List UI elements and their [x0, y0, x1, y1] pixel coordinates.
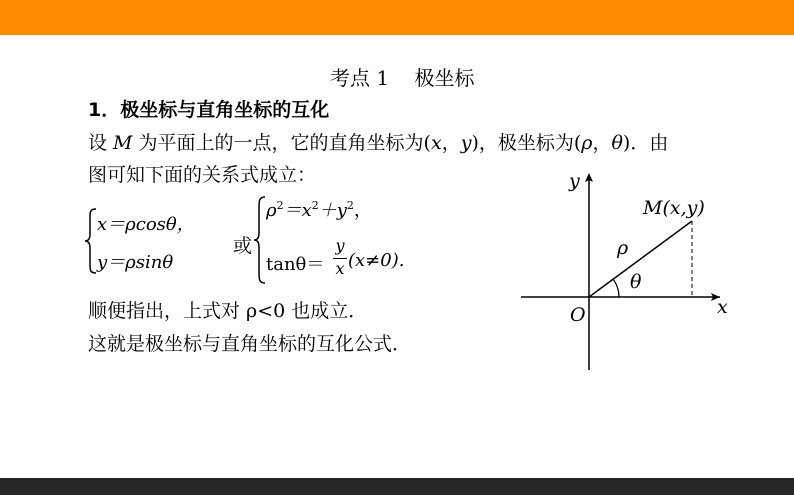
equation-x: x＝ρcosθ，	[97, 214, 195, 235]
equation-tan-prefix: tanθ＝	[266, 254, 325, 275]
equation-rho-squared	[266, 196, 372, 222]
rho-symbol: ρ	[581, 132, 593, 154]
exponent: 2	[346, 199, 354, 212]
text-segment: ，	[441, 132, 461, 154]
or-word: 或	[233, 235, 253, 257]
x-axis-label: x	[717, 296, 728, 318]
right-brace-icon	[253, 196, 267, 284]
x-symbol: x	[430, 132, 442, 154]
angle-arc	[613, 279, 619, 297]
text-segment: ，	[353, 200, 372, 221]
text-segment: ＝x	[283, 200, 312, 221]
text-segment: ，	[592, 132, 612, 154]
bottom-bar	[0, 478, 794, 495]
paragraph-1	[88, 128, 668, 155]
equation-tan-condition: (x≠0).	[348, 250, 405, 271]
exponent: 2	[276, 199, 284, 212]
y-symbol: y	[460, 132, 472, 154]
equation-y: y＝ρsinθ	[97, 252, 174, 273]
text-segment: 设	[88, 132, 114, 154]
top-accent-bar	[0, 0, 794, 35]
point-m-label: M(x,y)	[643, 197, 705, 219]
rho-label: ρ	[617, 237, 629, 259]
text-segment: 为平面上的一点，它的直角坐标为(	[132, 132, 431, 154]
text-segment: ＋y	[318, 200, 347, 221]
section-title: 考点 1 极坐标	[330, 66, 475, 90]
paragraph-2: 图可知下面的关系式成立：	[88, 164, 317, 186]
paragraph-3: 顺便指出，上式对 ρ<0 也成立．	[88, 300, 368, 322]
y-axis-label: y	[569, 170, 580, 192]
heading: 1．极坐标与直角坐标的互化	[88, 99, 330, 121]
theta-symbol: θ	[611, 132, 623, 154]
left-brace-icon	[84, 208, 98, 274]
theta-label: θ	[630, 271, 642, 293]
paragraph-4: 这就是极坐标与直角坐标的互化公式．	[88, 333, 412, 355]
fraction-numerator: y	[335, 236, 345, 255]
origin-label: O	[570, 304, 586, 326]
rho-symbol: ρ	[266, 200, 277, 221]
fraction-denominator: x	[335, 259, 345, 278]
text-segment: )．由	[622, 132, 669, 154]
point-symbol: M	[113, 132, 133, 154]
text-segment: )，极坐标为(	[471, 132, 582, 154]
exponent: 2	[311, 199, 319, 212]
